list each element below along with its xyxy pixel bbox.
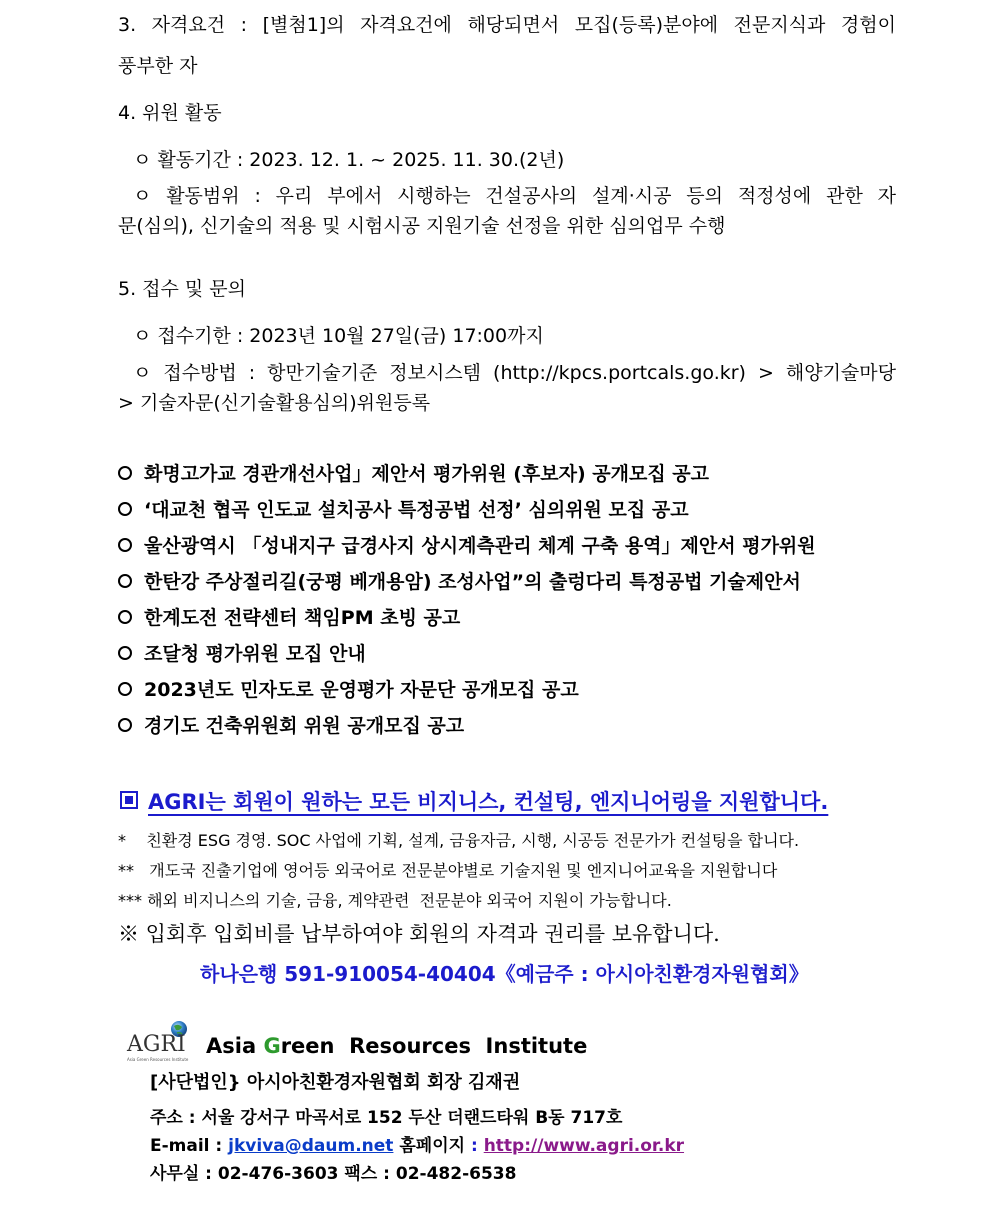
email-label: E-mail : (150, 1136, 229, 1156)
notice-link[interactable] (118, 459, 709, 486)
bullet-circle-icon (118, 646, 132, 660)
notice-text: 한계도전 전략센터 책임PM 초빙 공고 (144, 607, 461, 629)
s5-item1: ㅇ 접수기한 : 2023년 10월 27일(금) 17:00까지 (133, 325, 544, 347)
org-en-rest: reen Resources Institute (280, 1034, 588, 1058)
org-en-green-g: G (263, 1034, 281, 1058)
notice-text: 2023년도 민자도로 운영평가 자문단 공개모집 공고 (144, 679, 579, 701)
notice-link[interactable] (118, 639, 366, 666)
contact-line (150, 1131, 684, 1156)
org-name-kr: [사단법인} 아시아친환경자원협회 회장 김재권 (150, 1072, 521, 1093)
notice-text: 화명고가교 경관개선사업」제안서 평가위원 (후보자) 공개모집 공고 (144, 463, 710, 485)
promo-slogan (120, 786, 828, 816)
notice-text: 울산광역시 「성내지구 급경사지 상시계측관리 체계 구축 용역」제안서 평가위원 (144, 535, 816, 557)
s4-item1: ㅇ 활동기간 : 2023. 12. 1. ~ 2025. 11. 30.(2년) (133, 149, 565, 171)
logo-subtext: Asia Green Resources Institute (127, 1057, 189, 1062)
notice-text: 조달청 평가위원 모집 안내 (144, 643, 366, 665)
org-en-prefix: Asia (206, 1034, 264, 1058)
bullet-circle-icon (118, 502, 132, 516)
notice-text: 경기도 건축위원회 위원 공개모집 공고 (144, 715, 465, 737)
bank-account: 하나은행 591-910054-40404《예금주 : 아시아친환경자원협회》 (200, 962, 809, 986)
notice-link[interactable] (118, 567, 801, 594)
bullet-circle-icon (118, 718, 132, 732)
s3-line2: 풍부한 자 (118, 55, 198, 77)
address (150, 1103, 622, 1128)
bullet-circle-icon (118, 574, 132, 588)
address-text: 주소 : 서울 강서구 마곡서로 152 두산 더랜드타워 B동 717호 (150, 1108, 623, 1128)
s4-item2-line1: ㅇ 활동범위 : 우리 부에서 시행하는 건설공사의 설계·시공 등의 적정성에 관한 자 (133, 185, 896, 207)
membership-notice: ※ 입회후 입회비를 납부하여야 회원의 자격과 권리를 보유합니다. (118, 922, 720, 946)
promo-note: ** 개도국 진출기업에 영어등 외국어로 전문분야별로 기술지원 및 엔지니어교육을 지원합니다 (118, 861, 778, 880)
bullet-circle-icon (118, 610, 132, 624)
bullet-circle-icon (118, 682, 132, 696)
s3-line1: 3. 자격요건 : [별첨1]의 자격요건에 해당되면서 모집(등록)분야에 전문지식과 경험이 (118, 14, 896, 36)
s5-item2-line1: ㅇ 접수방법 : 항만기술기준 정보시스템 (http://kpcs.portcals.go.kr) > 해양기술마당 (133, 362, 896, 384)
homepage-colon: : (470, 1136, 478, 1156)
notice-link[interactable] (118, 675, 579, 702)
email-link[interactable]: jkviva@daum.net (228, 1136, 394, 1156)
logo-text: AGRI (127, 1032, 186, 1057)
notice-link[interactable] (118, 531, 816, 558)
notice-link[interactable] (118, 495, 689, 522)
s4-title: 4. 위원 활동 (118, 102, 222, 124)
homepage-label: 홈페이지 (393, 1136, 471, 1156)
s4-item2-line2: 문(심의), 신기술의 적용 및 시험시공 지원기술 선정을 위한 심의업무 수행 (118, 215, 726, 237)
phone-fax: 사무실 : 02-476-3603 팩스 : 02-482-6538 (150, 1164, 517, 1184)
square-bullet-icon (120, 791, 138, 809)
notice-text: ‘대교천 협곡 인도교 설치공사 특정공법 선정’ 심의위원 모집 공고 (144, 499, 689, 521)
agri-logo (125, 1020, 191, 1064)
s5-title: 5. 접수 및 문의 (118, 278, 247, 300)
promo-note: * 친환경 ESG 경영. SOC 사업에 기획, 설계, 금융자금, 시행, 시공등 전문가가 컨설팅을 합니다. (118, 831, 800, 850)
promo-note: *** 해외 비지니스의 기술, 금융, 계약관련 전문분야 외국어 지원이 가능합니다. (118, 891, 672, 910)
homepage-link[interactable]: http://www.agri.or.kr (483, 1136, 685, 1156)
promo-slogan-text: AGRI는 회원이 원하는 모든 비지니스, 컨설팅, 엔지니어링을 지원합니다. (148, 790, 829, 814)
org-name-en (206, 1034, 587, 1058)
bullet-circle-icon (118, 466, 132, 480)
bullet-circle-icon (118, 538, 132, 552)
notice-link[interactable] (118, 603, 460, 630)
notice-link[interactable] (118, 711, 464, 738)
s5-item2-line2: > 기술자문(신기술활용심의)위원등록 (118, 392, 431, 414)
notice-text: 한탄강 주상절리길(궁평 베개용암) 조성사업”의 출렁다리 특정공법 기술제안서 (144, 571, 801, 593)
